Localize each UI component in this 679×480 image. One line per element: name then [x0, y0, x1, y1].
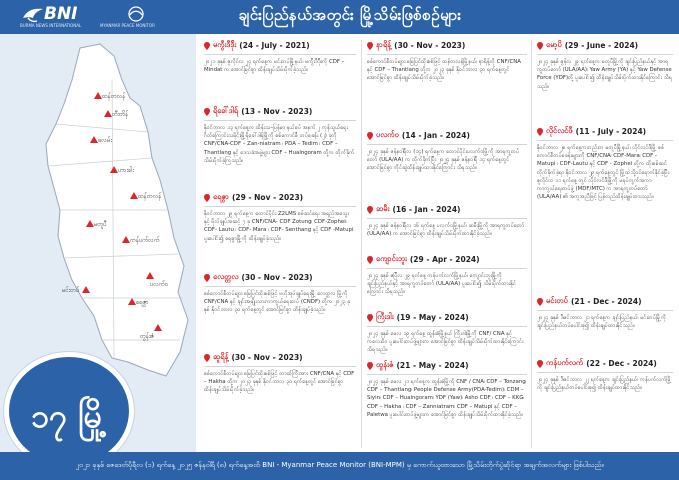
entry [537, 126, 673, 201]
dove-icon [22, 6, 44, 24]
entry-heading [367, 360, 527, 371]
entry-body: ၂၀၂၄ ခုနှစ် ဧပြီလ ၂၉ ရက်နေ့ ကန်ပက်လက်မြို့နယ်၊ ကျောင်းဘူးမြို့ကို ချင်းပြည်နယ်နှင့် အာရက္ခတပ်တော် (ULA/AA) ပူးပေါင်း၍ သိမ်းပိုက်ထားနိုင်ကြောင်း သိရသည်။ [367, 273, 516, 296]
map-label-4: ဟားခါး [118, 167, 134, 174]
entry-body: ၂၀၂၁ ခုနှစ် ဇူလိုင်လ ၂၄ ရက်နေ့က မင်းတပ်မြို့နယ်၊ မကွီးဒီဒ်ိုးကို CDF – Mindat က အောင်မြင်စွာ ထိန်းချုပ်သိမ်းပိုက်ခဲ့သည်။ [204, 59, 345, 74]
map-pin-icon [204, 108, 210, 116]
entry-place: လိုင်လင်ဖီ [546, 126, 573, 135]
entry-place: ဆူရိန့် [213, 352, 229, 361]
entry-heading [204, 272, 356, 283]
entry-body: စစ်ကောင်စီတပ်များ မြေပြင်ထိုးစစ်ဖြင့် ထန်တလန်မြို့နယ်၊ နာရိန့်ကို CNF/CNA နှင့် CDF – Thantlang တို့က ၂၀၂၃ ခုနှစ် နိုဝင်ဘာလ ၃၀ ရက်နေ့တွင် အောင်မြင်စွာ ထိန်းချုပ်သိမ်းပိုက်ခဲ့သည်။ [367, 59, 521, 82]
entry-place: ကြီးဒါး [376, 312, 394, 321]
entry [367, 254, 527, 297]
entry-date: (13 - Nov - 2023) [241, 107, 313, 116]
map-label-7: ကန်ပက်လက် [130, 237, 160, 244]
map-label-8: ပလက်ဝ [150, 281, 169, 288]
town-count: ၁၇ မြို့ [31, 397, 107, 435]
entry-date: (24 - July - 2021) [239, 41, 310, 50]
column-divider [361, 40, 362, 448]
entry-body: ၂၀၂၄ ခုနှစ် မေလ ၂၁ ရက်နေ့က ထွန်းဇံမြို့ကို CNF / CNA၊ CDF – Tonzang၊ CDF – Thantlang၊ People Defense Army(PDA-Tedim)၊ CDM – Siyin၊ CDF – Hualngoram၊ YDF (Yaw)၊ Asho CDF ၊ CDF – KKG၊ CDF – Hakha ၊ CDF – Zanniatram၊ CDF – Matupi နှင့် CDF – Paletwa ပူးပေါင်းတပ်ဖွဲ့များက အောင်မြင်စွာ ထိန်းချုပ်သိမ်းပိုက်ထားနိုင်ခဲ့သည်။ [367, 379, 527, 418]
mpm-logo [100, 6, 180, 30]
entry-rule [204, 286, 356, 287]
entry [367, 312, 527, 355]
entry-body: စစ်ကောင်စီတပ်များ မြေပြင်ထိုးစစ်ဖြင့် တာထ်ကြီးအား CNF/CNA နှင့် CDF – Hakha တို့က ၂၀၂၃ ခုနှစ် နိုဝင်ဘာလ ၃၀ ရက်နေ့တွင် အောင်မြင်စွာ ထိန်းချုပ်သိမ်းပိုက်ခဲ့သည်။ [204, 371, 355, 394]
entry-rule [367, 54, 527, 55]
entry-rule [367, 144, 527, 145]
entry [367, 40, 527, 83]
map-pin-icon [367, 314, 373, 322]
entry-date: (30 - Nov - 2023) [241, 273, 313, 282]
mpm-logo-subtitle: MYANMAR PEACE MONITOR [100, 23, 155, 28]
header-banner [0, 0, 679, 34]
entry-place: မကွီးဒီဒ်ိုး [213, 40, 237, 49]
entry-rule [204, 120, 356, 121]
map-pin-icon [204, 194, 210, 202]
entry-date: (29 - June - 2024) [564, 41, 639, 50]
entry-place: ထွန်းဇံ [376, 360, 394, 369]
chin-state-map [2, 40, 192, 380]
bni-logo-subtitle: BURMA NEWS INTERNATIONAL [20, 23, 82, 28]
entry-body: ၂၀၂၄ ခုနှစ် ဒီဇင်ဘာလ ၂၁ ရက်နေ့က ချင်းပြည်နယ်၊ မင်းတပ်မြို့ကို ချင်းပြည်နယ်တပ်ပေါင်းစု၍ ထိန်းချုပ်ထားနိုင်သည်။ [537, 315, 667, 330]
entry-date: (21 - Dec - 2024) [570, 297, 642, 306]
entry-date: (30 - Nov - 2023) [394, 41, 466, 50]
entry-heading [204, 106, 356, 117]
map-label-10: ရေဇွာ [136, 299, 149, 306]
column-divider [531, 40, 532, 448]
entry-body: ၂၀၂၄ ခုနှစ် မေလ ၁၉ ရက်နေ့ ထွန်းဇံမြို့နယ် ကြီးဒါးမြို့ကို CNF/ CNA နှင့် ကလေးဝိဝ ပူးပေါင်းတပ်ဖွဲ့များက အောင်မြင်စွာ ထိန်းချုပ်သိမ်းပိုက်ထားနိုင်ကြောင်း သိရသည်။ [367, 331, 524, 354]
entry-body: ၂၀၂၄ ခုနှစ် ဇန်နဝါရီလ (၁၄) ရက်နေ့က တောင်ပိုင်းပလက်ဝမြို့ကို အာရက္ခတပ်တော် (ULA/AA) က တိုက်ခိုက်ပြီး ၂၀၂၄ ခုနှစ် ဇန်နဝါရီ ၁၄ ရက်နေ့တွင် အောင်မြင်စွာ ကိုင်ဆွဲထိန်းချုပ်ထားနိုင်ကြောင်း သိရသည်။ [367, 149, 520, 172]
entry [367, 204, 527, 238]
entry-rule [537, 372, 673, 373]
map-pin-icon [537, 298, 543, 306]
entry-place: လေတ္တလ [213, 272, 239, 281]
entry-body: စစ်ကောင်စီတပ်များ မြေပြင်ထိုးစစ်ဖြင့် ဗဟိုအုပ်ချုပ်ရေးမြို့ လေတ္တလ မြို့ကို CNF/CNA နှင့် ချင်းအမျိုးသားကာကွယ်ရေးတပ် (CNDF) တို့က ၂၀၂၃ ခုနှစ် နိုဝင်ဘာလ ၃၀ ရက်နေ့တွင် အောင်မြင်စွာ ထိန်းချုပ်ခဲ့သည်။ [204, 291, 351, 314]
entry [204, 352, 356, 395]
bni-logo [20, 4, 98, 31]
entry [537, 358, 673, 392]
entry-rule [367, 218, 527, 219]
entry-body: နိုဝင်ဘာလ ၂၉ ရက်နေ့က တောင်ပိုင်း Z2LMS စစ်ဆင်ရေး အရည်အသွေး နှင့် ဗိုလ်ချုပ်အဆင့် ၇ ခု CNF/CNA- CDF Zotung၊ CDF-Zophei၊ CDF- Lautu ၊ CDF- Mara ၊ CDF- Senthang နှင့် CDF -Matupi ပူးပေါင်း၍ ရေဇွာမြို့ကို ထိန်းချုပ်ခဲ့သည်။ [204, 211, 354, 242]
entry-place: ရိခေါ်ဒါရ် [213, 106, 239, 115]
map-pin-icon [367, 132, 373, 140]
entry-place: မင်းတပ် [546, 296, 568, 305]
map-pin-icon [537, 128, 543, 136]
entry [204, 192, 356, 243]
map-label-6: မတူပီ [94, 221, 107, 228]
footer-banner [0, 452, 679, 480]
page-title: ချင်းပြည်နယ်အတွင်း မြို့သိမ်းဖြစ်စဉ်များ [238, 6, 462, 24]
entry-rule [367, 326, 527, 327]
entry-rule [204, 366, 356, 367]
entry-rule [367, 374, 527, 375]
entry-heading [367, 40, 527, 51]
entry [204, 106, 356, 165]
map-pin-icon [204, 274, 210, 282]
entry-heading [537, 358, 673, 369]
entry-rule [204, 206, 356, 207]
map-label-3: ဖလမ်း [98, 137, 113, 144]
entry-heading [367, 254, 527, 265]
entry-heading [367, 130, 527, 141]
map-pin-icon [367, 362, 373, 370]
map-label-9: မင်းတပ် [62, 287, 80, 294]
entry-date: (14 - Jan - 2024) [401, 131, 470, 140]
entry-rule [367, 268, 527, 269]
entry-date: (21 - May - 2024) [396, 361, 469, 370]
entry-place: ရေဇွာ [213, 192, 229, 201]
map-pin-icon [204, 354, 210, 362]
entry-body: ၂၀၂၄ ခုနှစ် ဇွန်လ ၂၉ ရက်နေ့က မတူပီမြို့ကို ချင်းပြည်နယ်နှင့် အာရက္ခတပ်တော် (ULA/AA)၊ Yaw Army (YA) နှင့် Yaw Defense Force (YDF)တို့ ပူးပေါင်း၍ ထိန်းချုပ်သိမ်းပိုက်ထားနိုင်ကြောင်း သိရသည်။ [537, 59, 672, 90]
map-pin-icon [537, 42, 543, 50]
entry [367, 130, 527, 173]
entry-body: ၂၀၂၄ ခုနှစ် ဒီဇင်ဘာလ ၂၂ ရက်နေ့က ချင်းပြည်နယ်၊ ကန်ပက်လက်မြို့ကို ချင်းပြည်နယ်တပ်ပေါင်းစု၍ ထိန်းချုပ်ထားနိုင်သည်။ [537, 377, 672, 392]
entry-date: (29 - Nov - 2023) [231, 193, 304, 202]
entry-date: (29 - Apr - 2024) [409, 255, 480, 264]
map-label-11: တွန်းဇံ [140, 333, 155, 340]
footer-text: ၂၀၂၁ ခုနှစ် ဇေဒေတ်ပိုရီလ (၁) ရက်နေ့ ၂၀၂၅ ဇန်နဝါရီ (၈) ရက်နေ့အထိ BNI - Myanmar Peace Monitor (BNI-MPM) မှ ကောက်ယူထားသော မြို့သိမ်းတိုက်ပွဲဆိုင်ရာ အချက်အလက်များ ဖြစ်ပါသည်။ [75, 461, 604, 469]
entry-heading [537, 296, 673, 307]
map-pin-icon [367, 256, 373, 264]
entry-place: ပလက်ဝ [376, 130, 399, 139]
entry-date: (22 - Dec - 2024) [586, 359, 657, 368]
peace-monitor-icon [126, 6, 146, 22]
entry-date: (16 - Jan - 2024) [392, 205, 461, 214]
entry-date: (30 - Nov - 2023) [231, 353, 303, 362]
entry [367, 360, 527, 419]
entry-heading [367, 204, 527, 215]
entry-place: ဆမီး [376, 204, 390, 213]
map-panel [0, 34, 196, 452]
entry-body: နိုဝင်ဘာလ ၂၈ ရက်နေ့ကတည်းက မတူပီမြို့နယ်၊ လိုင်လင်ဖီမြို့ စစ်ကောင်စီတပ်စခန်းများကို CNF/CNA၊ CDF-Mara၊ CDF -Matupi ၊ CDF-Lautu နှင့် CDF - Zophei တို့က ထိုးစစ်ဆင်တိုက်ခိုက်ခဲ့ရာ နိုဝင်ဘာလ ၂၉ ရက်နေ့တွင် မြို့ထဲသို့ဝင်ရောက်နိုင်ခဲ့ပြီး ဇူလိုင်လ ၁၁ ရက်နေ့ တွင် လိုင်လင်ဖီမြို့ကို မရပ်ကွက်အကာ ကာကွယ်ရေးတပ်ဖွဲ့ (MDF/MTC) က အာရက္ခတပ်တော် (ULA/AA) ၏ အကူအညီဖြင့် ပြန်လည်ထိန်းချုပ်ထားသည်။ [537, 145, 670, 201]
map-pin-icon [537, 360, 543, 368]
map-pin-icon [367, 206, 373, 214]
entry-body: နိုဝင်ဘာလ ၁၃ ရက်နေ့က ထိန်းသ–ပြန်မာ နယ်စပ် အနက် ၂ ကုန်သွယ်ရေးဂိတ်ကြောင်းသမိုင်းမြို့ရိခေါ်ဒါရ်မြို့ကို စစ်ကောင်စီ တပ်စခန်း (၂) ခုကို CNF/CNA-CDF – Zan-niatram ၊ PDA – Tedim ၊ CDF – Thantlang နှင့် ဒေသခံအဖွဲ့များ CDF – Hualngoram တို့က တိုက်ခိုက်သိမ်းပိုက်ခဲ့ကြသည်။ [204, 125, 355, 164]
entry-rule [537, 140, 673, 141]
entry-rule [204, 54, 356, 55]
map-pin-icon [204, 42, 210, 50]
entry-place: နာရိန့် [376, 40, 392, 49]
entry-place: ကျောင်းဘူး [376, 254, 407, 263]
map-label-1: ထန်တလန် [102, 93, 126, 100]
entry-date: (11 - July - 2024) [575, 127, 647, 136]
entry [537, 296, 673, 330]
entry-body: ၂၀၂၄ ခုနှစ် ဇန်နဝါရီလ ၁၆ ရက်နေ့ ပလက်ဝမြို့နယ်၊ ဆမီးမြို့ကို အာရက္ခတပ်တော် (ULA/AA) က အောင်မြင်စွာ ထိန်းချုပ်သိမ်းပိုက်ထားနိုင်ခဲ့သည်။ [367, 223, 525, 238]
bni-logo-text: BNI [44, 4, 78, 24]
entry-rule [537, 54, 673, 55]
entry-heading [537, 126, 673, 137]
map-label-5: ထန်တလန် [138, 193, 162, 200]
entry [204, 272, 356, 315]
entry-heading [204, 40, 356, 51]
entry-heading [367, 312, 527, 323]
map-pin-icon [367, 42, 373, 50]
entry-heading [537, 40, 673, 51]
entry [204, 40, 356, 74]
entry-rule [537, 310, 673, 311]
entry [537, 40, 673, 91]
entry-heading [204, 192, 356, 203]
entry-date: (19 - May - 2024) [396, 313, 469, 322]
entry-place: ကန်ပက်လက် [546, 358, 584, 367]
entry-place: မော့ပိ [546, 40, 562, 49]
entry-heading [204, 352, 356, 363]
map-label-2: တီးတိန် [112, 111, 129, 118]
